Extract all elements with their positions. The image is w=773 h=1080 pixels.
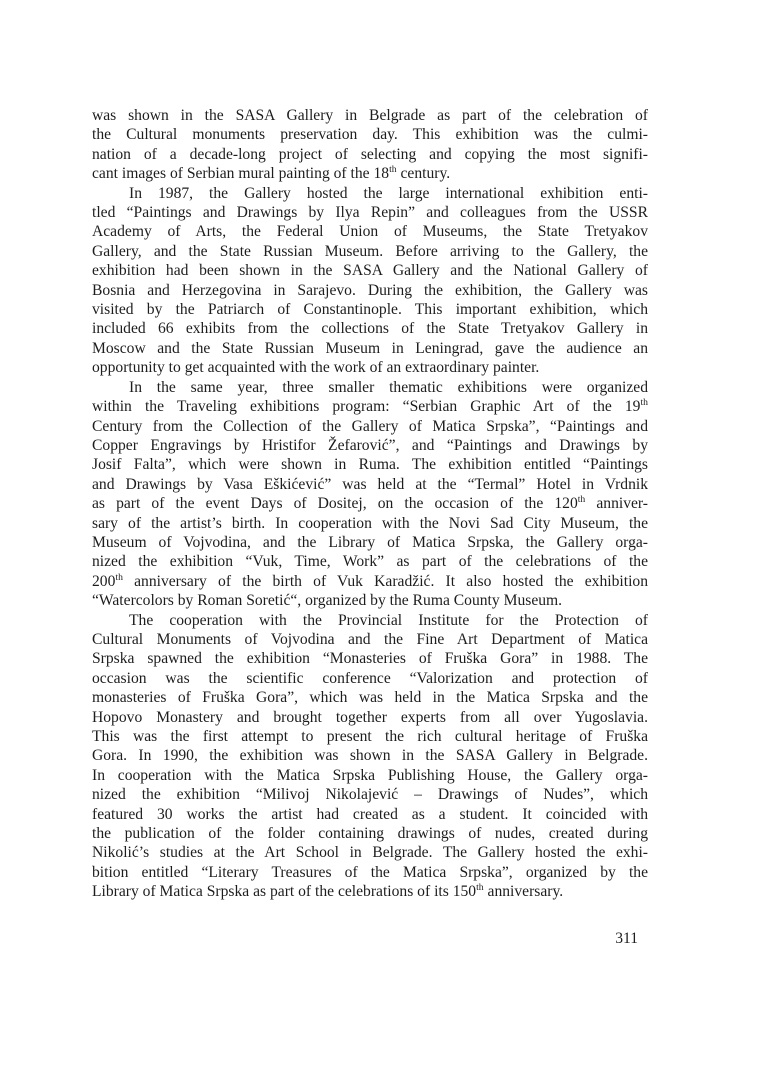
text-line: The cooperation with the Provincial Institute for the Protection of — [129, 611, 648, 629]
text-line: the Cultural monuments preservation day. This exhibition was the culmi- — [92, 126, 648, 144]
body-text — [92, 106, 648, 902]
text-line: Library of Matica Srpska as part of the celebrations of its 150th anniversary. — [92, 882, 564, 901]
page-number: 311 — [615, 929, 638, 947]
text-line: Nikolić’s studies at the Art School in Belgrade. The Gallery hosted the exhi- — [92, 844, 648, 862]
text-line: sary of the artist’s birth. In cooperation with the Novi Sad City Museum, the — [92, 514, 648, 532]
text-line: Copper Engravings by Hristifor Žefarović”, and “Paintings and Drawings by — [92, 436, 648, 454]
text-line: as part of the event Days of Dositej, on the occasion of the 120th anniver- — [92, 493, 648, 513]
text-line: Hopovo Monastery and brought together experts from all over Yugoslavia. — [92, 708, 648, 726]
text-line: Cultural Monuments of Vojvodina and the Fine Art Department of Matica — [92, 630, 648, 648]
superscript: th — [389, 164, 397, 176]
paragraph — [92, 378, 648, 611]
text-line: Academy of Arts, the Federal Union of Museums, the State Tretyakov — [92, 223, 648, 241]
text-line: monasteries of Fruška Gora”, which was held in the Matica Srpska and the — [92, 689, 648, 707]
text-line: “Watercolors by Roman Soretić“, organized by the Ruma County Museum. — [92, 592, 563, 610]
text-line: Moscow and the State Russian Museum in Leningrad, gave the audience an — [92, 339, 648, 357]
text-line: nized the exhibition “Milivoj Nikolajević – Drawings of Nudes”, which — [92, 786, 648, 804]
paragraph — [92, 184, 648, 378]
superscript: th — [577, 493, 586, 505]
text-line: nation of a decade-long project of selecting and copying the most signifi- — [92, 145, 648, 163]
text-line: visited by the Patriarch of Constantinople. This important exhibition, which — [92, 301, 648, 319]
text-line: and Drawings by Vasa Eškićević” was held at the “Termal” Hotel in Vrdnik — [92, 475, 648, 493]
text-line: Bosnia and Herzegovina in Sarajevo. During the exhibition, the Gallery was — [92, 281, 648, 299]
superscript: th — [115, 571, 123, 583]
text-line: In the same year, three smaller thematic exhibitions were organized — [129, 378, 648, 396]
text-line: Century from the Collection of the Gallery of Matica Srpska”, “Paintings and — [92, 417, 648, 435]
text-line: In 1987, the Gallery hosted the large international exhibition enti- — [129, 184, 648, 202]
superscript: th — [476, 882, 484, 894]
text-line: bition entitled “Literary Treasures of the Matica Srpska”, organized by the — [92, 863, 648, 881]
text-line: opportunity to get acquainted with the work of an extraordinary painter. — [92, 359, 540, 377]
text-line: In cooperation with the Matica Srpska Publishing House, the Gallery orga- — [92, 766, 648, 784]
text-line: tled “Paintings and Drawings by Ilya Repin” and colleagues from the USSR — [92, 204, 648, 222]
text-line: included 66 exhibits from the collections of the State Tretyakov Gallery in — [92, 320, 648, 338]
text-line: the publication of the folder containing drawings of nudes, created during — [92, 825, 648, 843]
text-line: Gora. In 1990, the exhibition was shown in the SASA Gallery in Belgrade. — [92, 747, 648, 765]
text-block — [92, 106, 648, 948]
text-line: cant images of Serbian mural painting of the 18th century. — [92, 164, 451, 183]
text-line: featured 30 works the artist had created as a student. It coincided with — [92, 805, 648, 823]
superscript: th — [640, 396, 648, 408]
text-line: occasion was the scientific conference “Valorization and protection of — [92, 669, 648, 687]
text-line: was shown in the SASA Gallery in Belgrade as part of the celebration of — [92, 107, 648, 124]
text-line: Gallery, and the State Russian Museum. Before arriving to the Gallery, the — [92, 242, 648, 260]
text-line: Srpska spawned the exhibition “Monasteries of Fruška Gora” in 1988. The — [92, 650, 648, 668]
text-line: Josif Falta”, which were shown in Ruma. The exhibition entitled “Paintings — [92, 456, 648, 474]
text-line: exhibition had been shown in the SASA Gallery and the National Gallery of — [92, 262, 648, 280]
text-line: nized the exhibition “Vuk, Time, Work” as part of the celebrations of the — [92, 553, 648, 571]
text-line: Museum of Vojvodina, and the Library of Matica Srpska, the Gallery orga- — [92, 533, 648, 551]
paragraph — [92, 611, 648, 902]
text-line: 200th anniversary of the birth of Vuk Karadžić. It also hosted the exhibition — [92, 571, 648, 590]
paragraph — [92, 106, 648, 184]
text-line: This was the first attempt to present the rich cultural heritage of Fruška — [92, 728, 648, 745]
text-line: within the Traveling exhibitions program: “Serbian Graphic Art of the 19th — [92, 396, 648, 416]
